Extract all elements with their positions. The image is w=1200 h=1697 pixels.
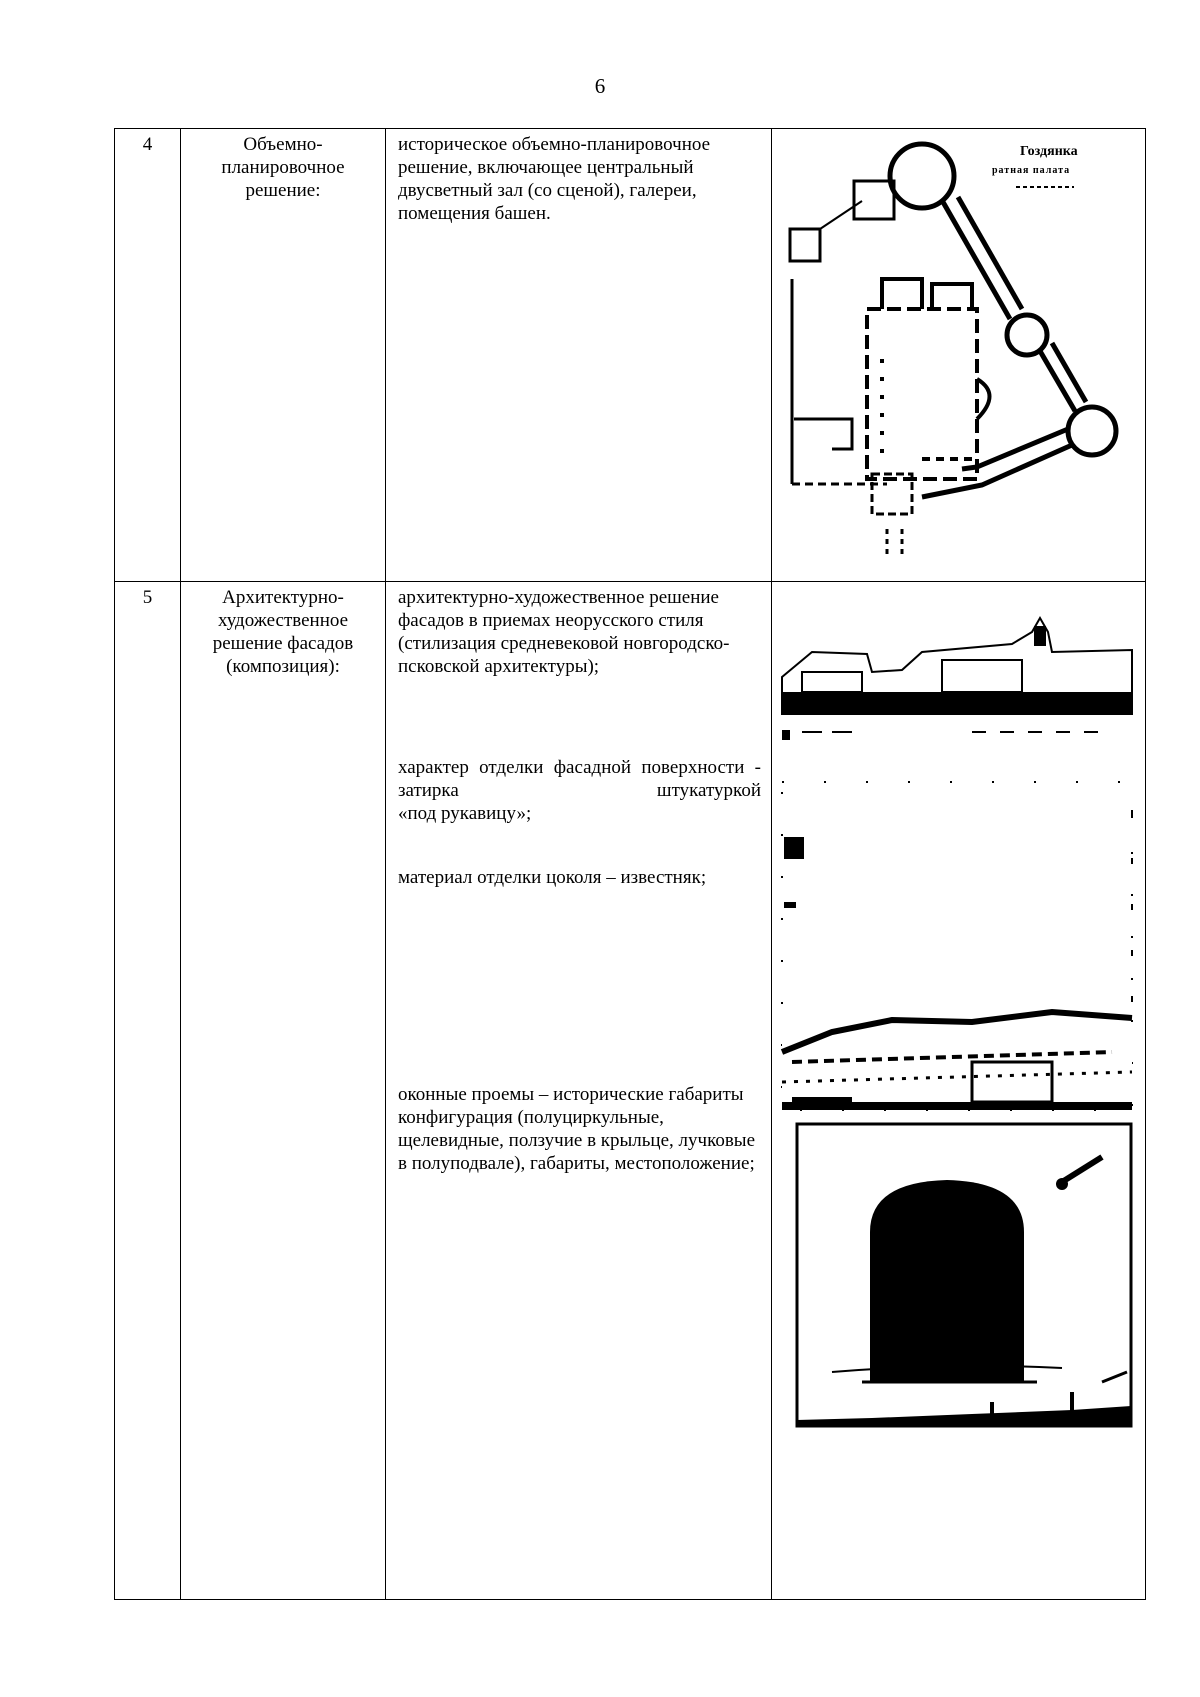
- plan-caption-title: Гоздянка: [1020, 144, 1078, 159]
- table-row: [115, 582, 1146, 1600]
- row-description-plinth: материал отделки цоколя – известняк;: [398, 867, 707, 888]
- row-number: 5: [142, 587, 153, 608]
- page-number: 6: [594, 74, 606, 98]
- protection-subject-table: [114, 128, 1146, 1600]
- table-row: [115, 129, 1146, 582]
- floor-plan-drawing: [790, 144, 1116, 559]
- row-description-windows: оконные проемы – исторические габариты конфигурация (полуциркульные, щелевидные, ползучие в крыльце, лучковые в полуподвале), габариты, местоположение;: [398, 1084, 756, 1174]
- floor-plan-cell: [772, 129, 1146, 582]
- row-description-finish-line1: характер отделки фасадной поверхности - затирка штукатуркой: [398, 757, 761, 801]
- row-title: Объемно-планировочное решение:: [221, 134, 345, 201]
- facade-photos-cell: [772, 582, 1146, 1600]
- row-number: 4: [142, 134, 153, 155]
- plan-caption-subtitle: ратная палата: [992, 165, 1071, 176]
- row-title: Архитектурно-художественное решение фасадов (композиция):: [212, 587, 354, 677]
- floor-plan-image: [772, 129, 1145, 581]
- panorama-photo: [782, 618, 1132, 740]
- landscape-photo: [782, 782, 1132, 1110]
- row-description-style: архитектурно-художественное решение фасадов в приемах неорусского стиля (стилизация средневековой новгородско-псковской архитектуры);: [398, 587, 730, 677]
- row-description: историческое объемно-планировочное решение, включающее центральный двусветный зал (со сценой), галереи, помещения башен.: [398, 134, 711, 224]
- arched-window-photo: [797, 1124, 1131, 1426]
- facade-photos: [772, 582, 1145, 1599]
- row-description-finish-line2: «под рукавицу»;: [398, 803, 532, 824]
